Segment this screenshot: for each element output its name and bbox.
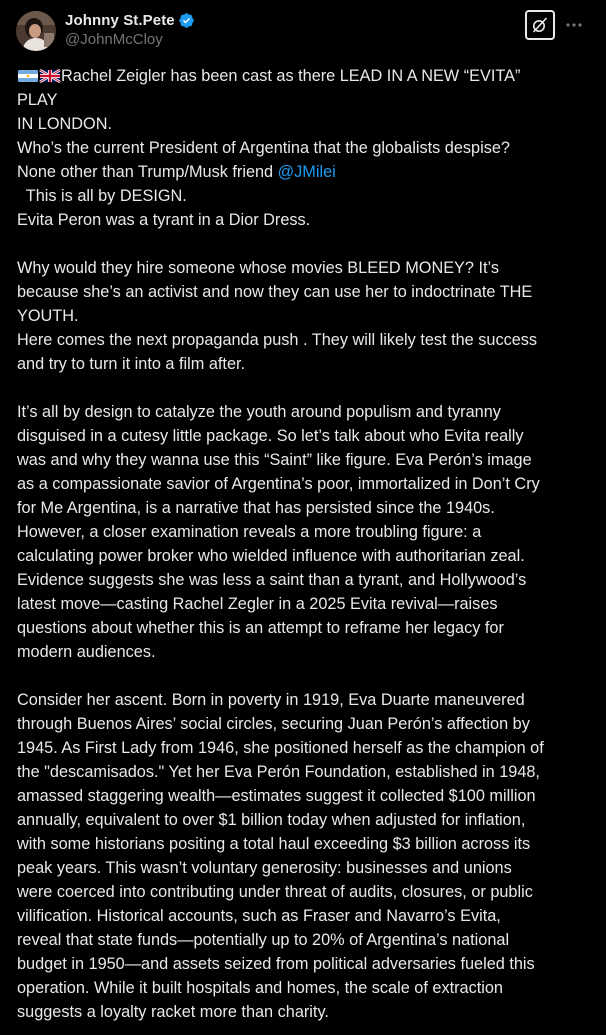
post-line: This is all by DESIGN. [17,187,187,205]
grok-button[interactable] [525,10,555,40]
post-line: as a compassionate savior of Argentina’s poor, immortalized in Don’t Cry [17,475,540,493]
author-info [65,10,195,48]
post-line: suggests a loyalty racket more than charity. [17,1003,329,1021]
post-line: were coerced into contributing under threat of audits, closures, or public [17,883,533,901]
paragraph-gap [17,664,599,688]
grok-icon [531,16,549,34]
post-line: Consider her ascent. Born in poverty in 1919, Eva Duarte maneuvered [17,691,525,709]
post-line: through Buenos Aires’ social circles, securing Juan Perón’s affection by [17,715,530,733]
post-line: amassed staggering wealth—estimates suggest it collected $100 million [17,787,536,805]
post-line: peak years. This wasn’t voluntary generosity: businesses and unions [17,859,512,877]
post-line: 1945. As First Lady from 1946, she positioned herself as the champion of [17,739,544,757]
post-line: operation. While it built hospitals and homes, the scale of extraction [17,979,503,997]
post-line: reveal that state funds—potentially up to 20% of Argentina’s national [17,931,510,949]
post-line: latest move—casting Rachel Zegler in a 2025 Evita revival—raises [17,595,498,613]
mention-link[interactable]: @JMilei [277,163,336,181]
post-line: Who’s the current President of Argentina that the globalists despise? [17,139,510,157]
post-line: annually, equivalent to over $1 billion today when adjusted for inflation, [17,811,526,829]
post-line: It’s all by design to catalyze the youth around populism and tyranny [17,403,501,421]
post-line: Evita Peron was a tyrant in a Dior Dress. [17,211,311,229]
verified-badge-icon[interactable] [178,12,195,29]
post-line: However, a closer examination reveals a more troubling figure: a [17,523,482,541]
more-horizontal-icon [566,23,582,27]
display-name[interactable]: Johnny St.Pete [65,11,175,29]
more-options-button[interactable] [563,12,585,38]
post-line: and try to turn it into a film after. [17,355,246,373]
post-line: vilification. Historical accounts, such as Fraser and Navarro’s Evita, [17,907,501,925]
post-line: PLAY [17,91,58,109]
post-line: Rachel Zeigler has been cast as there LEAD IN A NEW “EVITA” [17,64,599,88]
post-line: modern audiences. [17,643,156,661]
post-line: with some historians positing a total haul exceeding $3 billion across its [17,835,531,853]
post-line: Here comes the next propaganda push . They will likely test the success [17,331,538,349]
paragraph-gap [17,376,599,400]
post-line: YOUTH. [17,307,79,325]
post-line: because she’s an activist and now they can use her to indoctrinate THE [17,283,533,301]
post-line: questions about whether this is an attempt to reframe her legacy for [17,619,504,637]
post-line: the "descamisados." Yet her Eva Perón Foundation, established in 1948, [17,763,540,781]
post-text [17,64,599,1024]
uk-flag-icon [39,67,61,83]
post-line: calculating power broker who wielded influence with authoritarian zeal. [17,547,525,565]
post-line: Why would they hire someone whose movies BLEED MONEY? It’s [17,259,500,277]
avatar-photo-icon [16,11,56,51]
avatar[interactable] [16,11,56,51]
post-line: budget in 1950—and assets seized from political adversaries fueled this [17,955,535,973]
paragraph-gap [17,232,599,256]
post-line: IN LONDON. [17,115,112,133]
post-line: was and why they wanna use this “Saint” like figure. Eva Perón’s image [17,451,532,469]
post-line: disguised in a cutesy little package. So let’s talk about who Evita really [17,427,524,445]
post-line: for Me Argentina, is a narrative that has persisted since the 1940s. [17,499,495,517]
handle[interactable]: @JohnMcCloy [65,31,163,48]
argentina-flag-icon [17,67,39,83]
post-line: None other than Trump/Musk friend @JMilei [17,163,336,181]
post-line: Evidence suggests she was less a saint than a tyrant, and Hollywood’s [17,571,527,589]
